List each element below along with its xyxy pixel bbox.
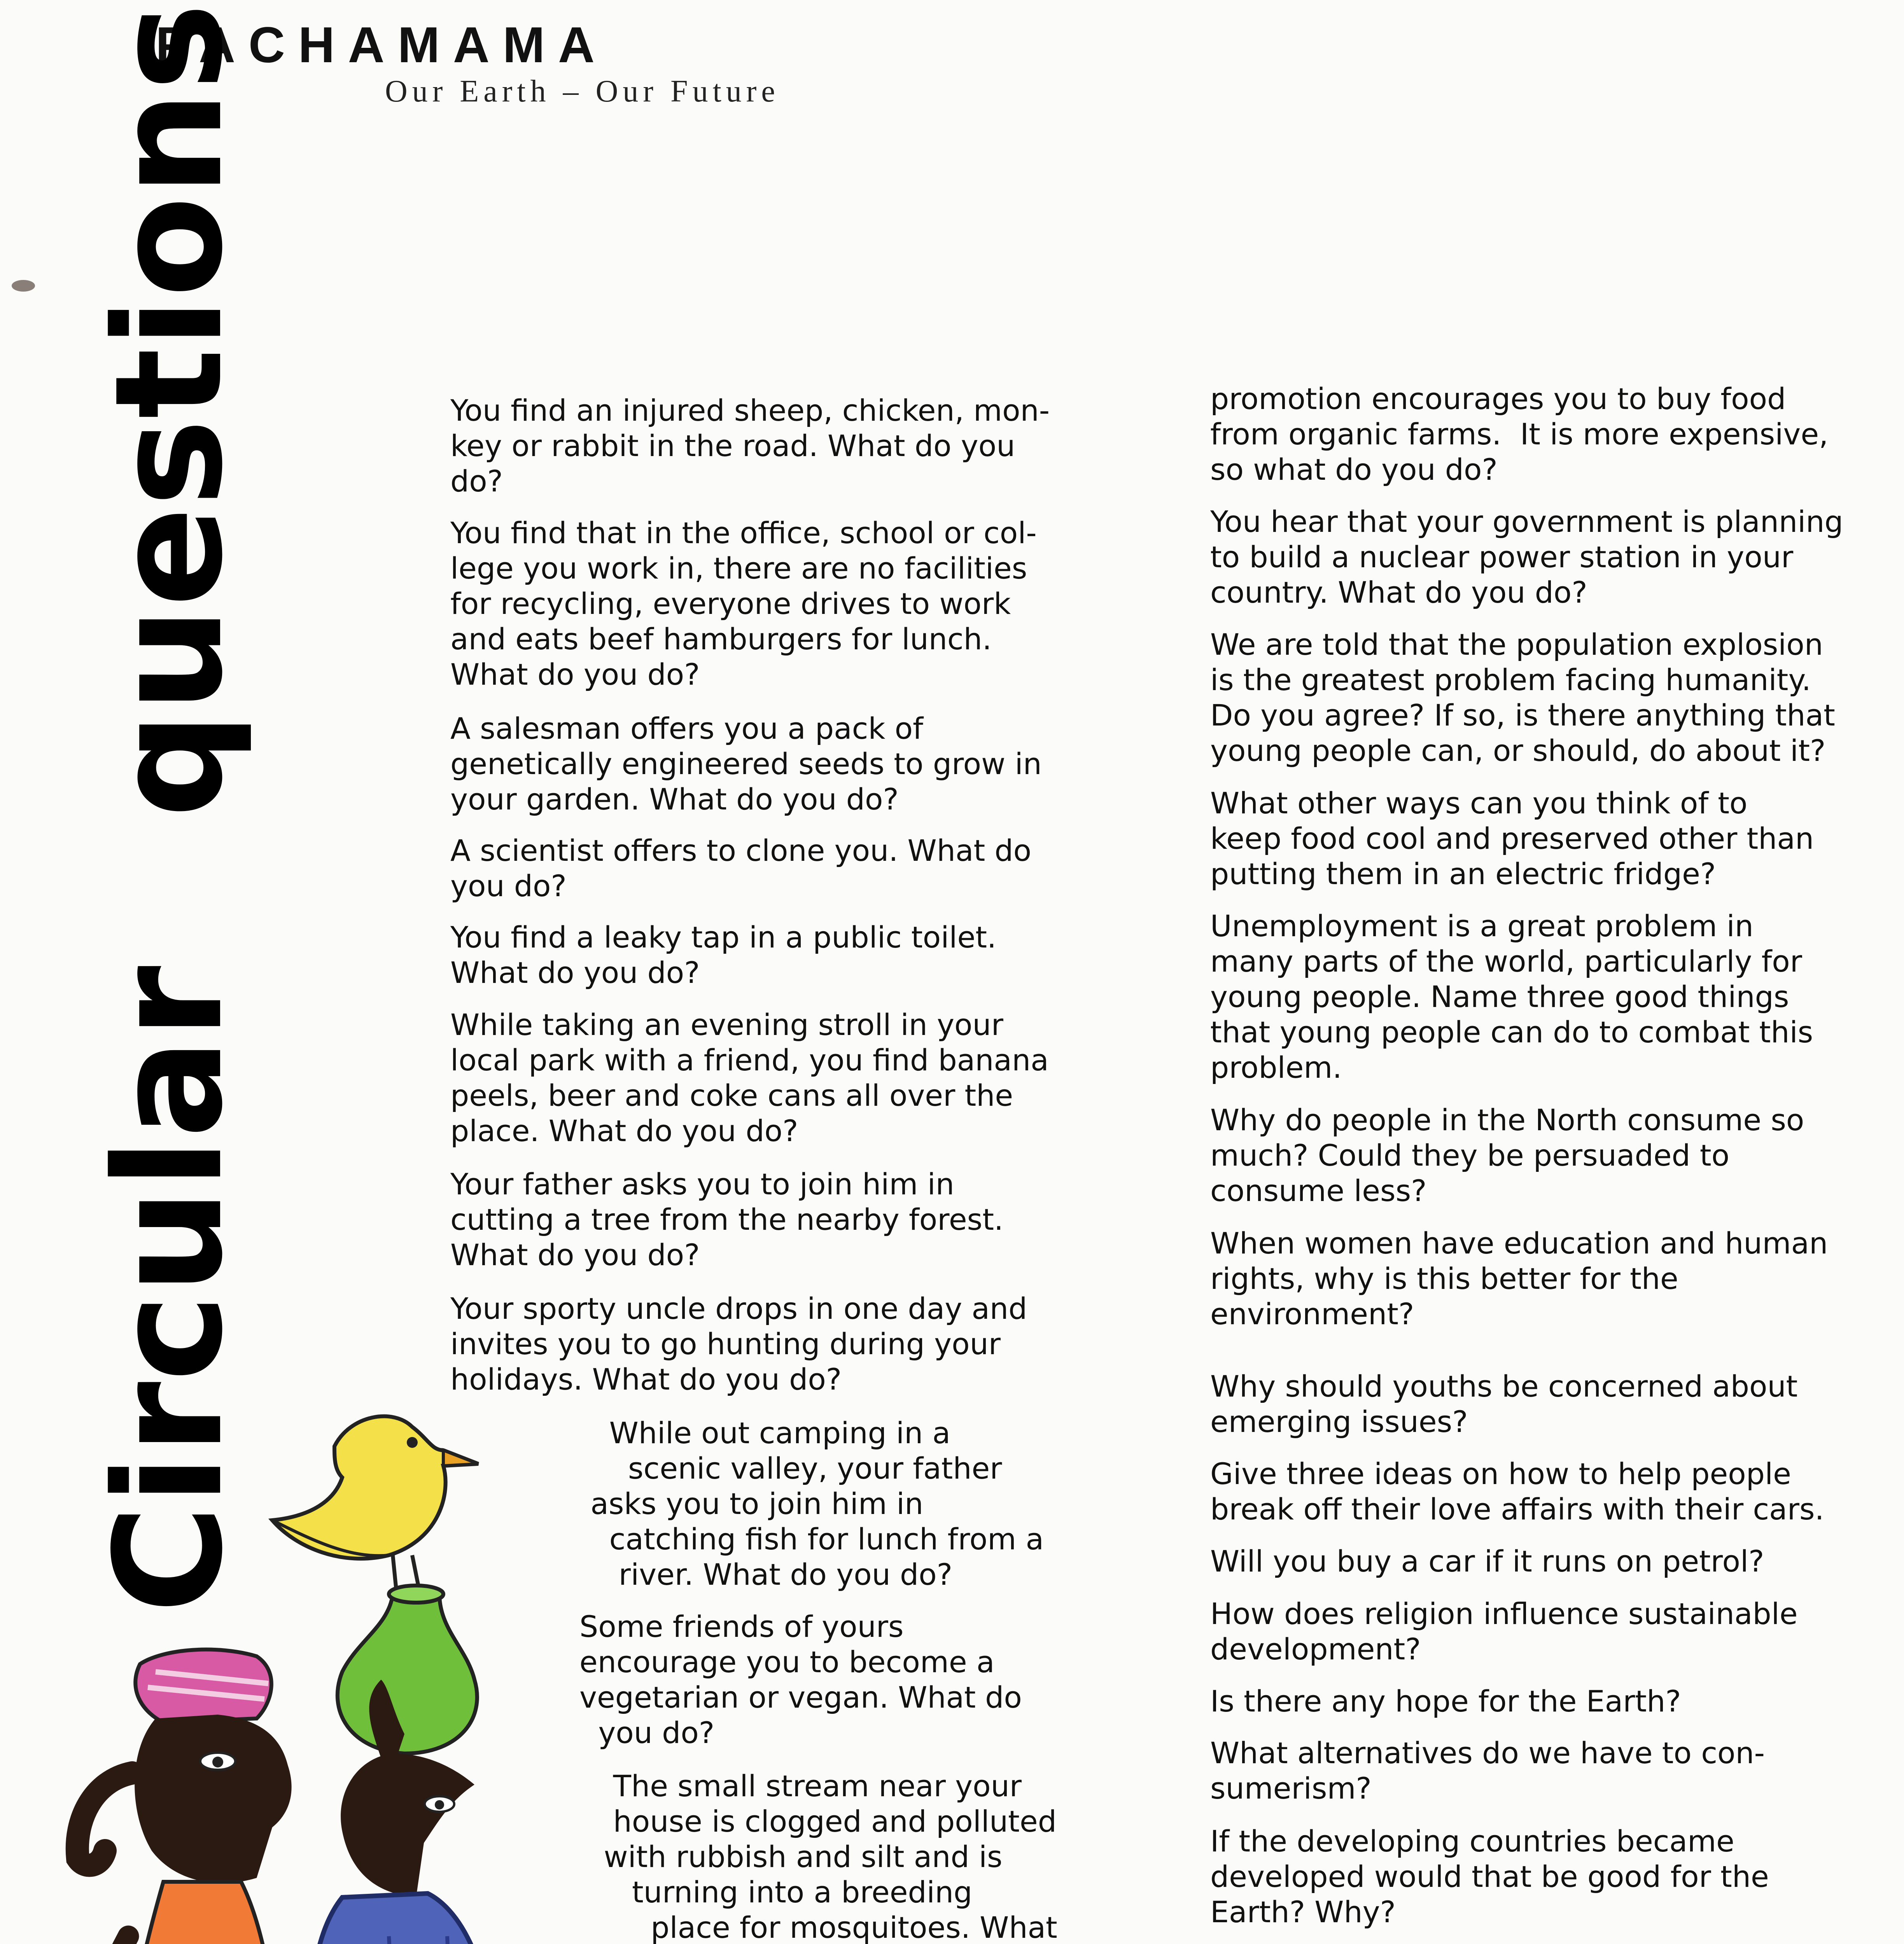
question-item: While out camping in a scenic valley, your father asks you to join him in catching fish for lunch from a river. What do you do? <box>590 1416 1044 1592</box>
question-item: Your sporty uncle drops in one day and invites you to go hunting during your holidays. What do you do? <box>450 1291 1027 1397</box>
question-item: How does religion influence sustainable development? <box>1210 1596 1798 1666</box>
question-item: Your father asks you to join him in cutting a tree from the nearby forest. What do you do? <box>450 1167 1004 1272</box>
woman-figure-orange <box>0 1650 297 1944</box>
question-item: Some friends of yours encourage you to become a vegetarian or vegan. What do you do? <box>579 1609 1022 1750</box>
question-item: You hear that your government is planning to build a nuclear power station in your country. What do you do? <box>1210 504 1843 610</box>
question-item: We are told that the population explosion is the greatest problem facing humanity. Do you agree? If so, is there anything that young people can, or should, do about it? <box>1210 627 1835 768</box>
question-item: Why should youths be concerned about emerging issues? <box>1210 1369 1798 1439</box>
section-title-word-1: Circular <box>83 965 255 1614</box>
figures-illustration <box>0 1392 739 1944</box>
question-item: What other ways can you think of to keep food cool and preserved other than putting them in an electric fridge? <box>1210 786 1814 891</box>
question-item: You find that in the office, school or col- lege you work in, there are no facilities for recycling, everyone drives to work and eats beef hamburgers for lunch. What do you do? <box>450 516 1037 692</box>
question-item: A salesman offers you a pack of genetically engineered seeds to grow in your garden. What do you do? <box>450 711 1042 816</box>
question-item: When women have education and human rights, why is this better for the environment? <box>1210 1226 1828 1331</box>
question-item: promotion encourages you to buy food from organic farms. It is more expensive, so what do you do? <box>1210 381 1829 487</box>
bird-icon <box>272 1416 478 1594</box>
question-item: Unemployment is a great problem in many parts of the world, particularly for young people. Name three good things that young people can do to combat this problem. <box>1210 909 1813 1085</box>
question-item: Give three ideas on how to help people break off their love affairs with their cars. <box>1210 1456 1824 1526</box>
question-item: You find an injured sheep, chicken, mon- key or rabbit in the road. What do you do? <box>450 393 1050 498</box>
question-item: Why do people in the North consume so much? Could they be persuaded to consume less? <box>1210 1103 1804 1208</box>
section-title-word-2: questions <box>83 3 255 818</box>
question-item: Is there any hope for the Earth? <box>1210 1684 1681 1718</box>
question-item: Will you buy a car if it runs on petrol? <box>1210 1544 1764 1579</box>
question-item: If the developing countries became developed would that be good for the Earth? Why? <box>1210 1824 1769 1929</box>
pot-icon <box>338 1586 477 1753</box>
question-item: While taking an evening stroll in your local park with a friend, you find banana peels, beer and coke cans all over the place. What do you do? <box>450 1007 1049 1148</box>
tagline: Our Earth – Our Future <box>385 74 780 108</box>
scan-speck <box>12 280 35 292</box>
question-item: What alternatives do we have to con- sumerism? <box>1210 1736 1765 1806</box>
section-title <box>83 3 255 1614</box>
brand-title: PACHAMAMA <box>156 16 608 73</box>
question-item: A scientist offers to clone you. What do you do? <box>450 833 1032 903</box>
question-item: You find a leaky tap in a public toilet. What do you do? <box>450 920 997 990</box>
question-item: The small stream near your house is clogged and polluted with rubbish and silt and is turning into a breeding place for mosquitoes. What <box>604 1769 1057 1944</box>
